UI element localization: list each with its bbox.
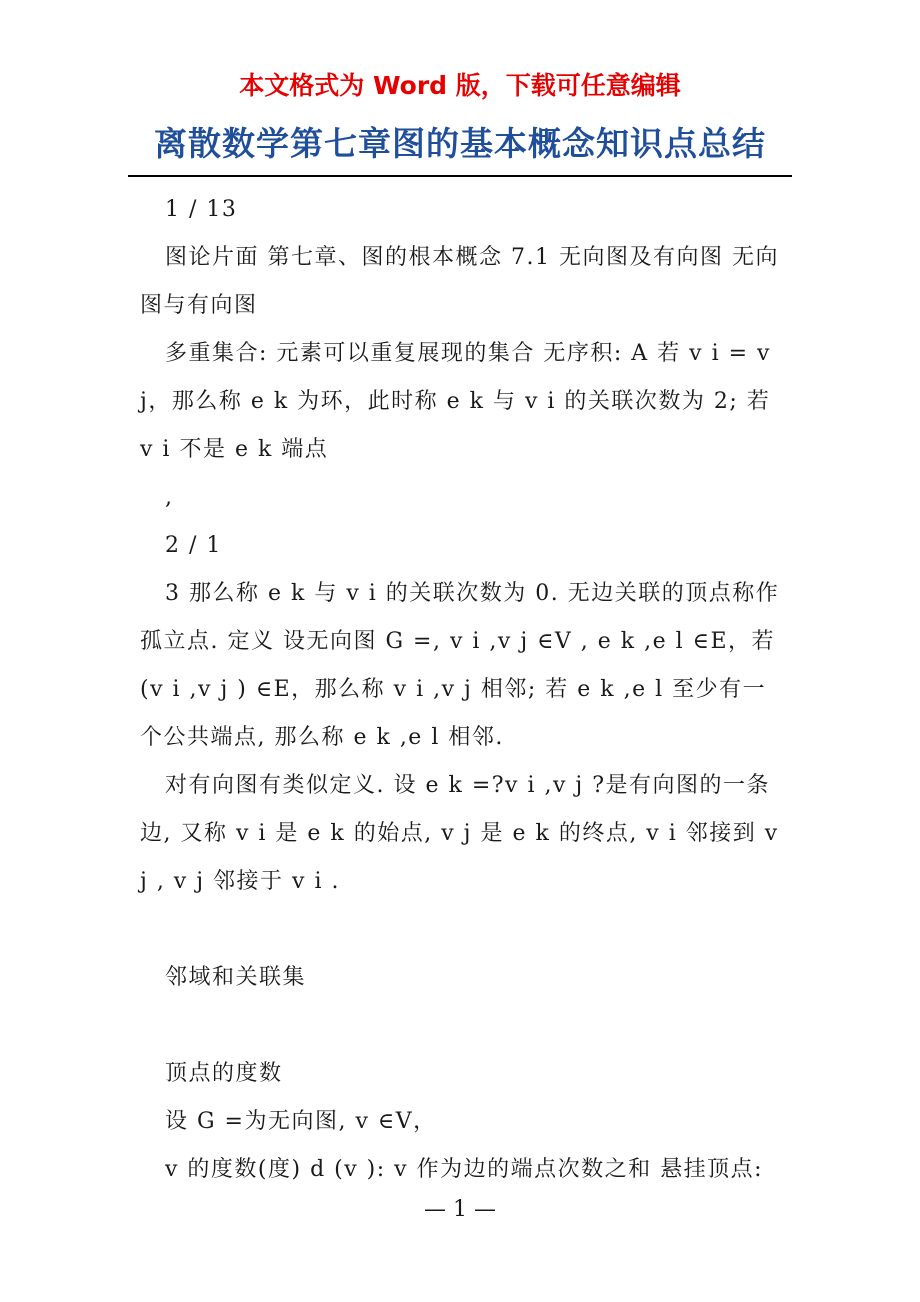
paragraph-intro: 图论片面 第七章、图的根本概念 7.1 无向图及有向图 无向图与有向图 bbox=[140, 245, 779, 318]
paragraph-directed: 对有向图有类似定义. 设 e k =?v i ,v j ?是有向图的一条边, 又称 v i 是 e k 的始点, v j 是 e k 的终点, v i 邻接到 v j , v j 邻接于 v i . bbox=[140, 773, 779, 894]
download-notice-banner: 本文格式为 Word 版，下载可任意编辑 bbox=[239, 71, 681, 100]
section-heading-neighborhood: 邻域和关联集 bbox=[165, 965, 307, 990]
paragraph-comma: , bbox=[165, 485, 174, 510]
page-marker: 2 / 1 bbox=[165, 533, 222, 558]
document-body bbox=[140, 186, 785, 1194]
paragraph-multiset: 多重集合: 元素可以重复展现的集合 无序积: A 若 v i = v j，那么称 e k 为环，此时称 e k 与 v i 的关联次数为 2; 若 v i 不是 e k 端点 bbox=[140, 341, 771, 462]
paragraph-degree-sum: v 的度数(度) d (v ): v 作为边的端点次数之和 悬挂顶点: bbox=[165, 1157, 763, 1182]
section-heading-degree: 顶点的度数 bbox=[165, 1061, 283, 1086]
title-divider bbox=[128, 175, 792, 177]
document-title: 离散数学第七章图的基本概念知识点总结 bbox=[154, 124, 766, 163]
page-footer-number: — 1 — bbox=[424, 1197, 496, 1222]
page-marker: 1 / 13 bbox=[165, 197, 238, 222]
paragraph-adjacency: 3 那么称 e k 与 v i 的关联次数为 0. 无边关联的顶点称作孤立点. 定义 设无向图 G =, v i ,v j ∈V , e k ,e l ∈E，若(v i ,v j ) ∈E，那么称 v i ,v j 相邻; 若 e k ,e l 至少有一个公共端点, 那么称 e k ,e l 相邻. bbox=[140, 581, 780, 750]
paragraph-degree-def: 设 G =为无向图, v ∈V， bbox=[165, 1109, 437, 1134]
